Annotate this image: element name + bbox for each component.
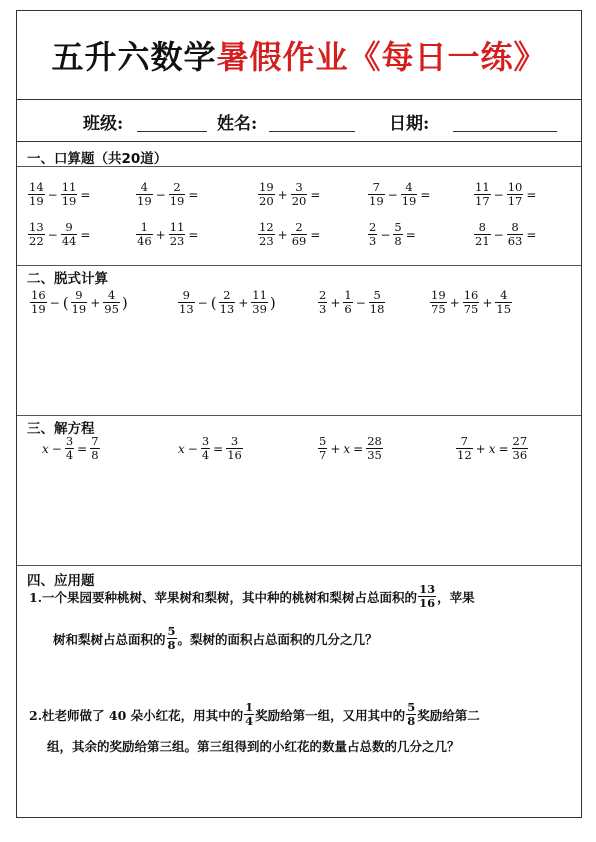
fraction: $\frac{2}{13}$ <box>219 288 235 316</box>
student-info-row <box>17 99 581 142</box>
date-blank[interactable] <box>453 131 557 132</box>
fraction: $\frac{19}{75}$ <box>431 288 446 316</box>
fraction: $\frac{1}{46}$ <box>137 220 152 248</box>
calc-problem-4: $\frac{19}{75}$ + $\frac{16}{75}$ + $\frac{4}{15}$ <box>431 288 512 316</box>
worksheet <box>16 10 582 818</box>
divider <box>17 166 581 167</box>
fraction: $\frac{28}{35}$ <box>367 434 382 462</box>
oral-problem: $\frac{8}{21}$ − $\frac{8}{63}$ = <box>475 220 537 248</box>
section-oral-title: 一、口算题（共20道） <box>27 151 168 167</box>
fraction: $\frac{2}{19}$ <box>169 180 185 208</box>
title-red-part: 暑假作业《每日一练》 <box>216 38 547 76</box>
oral-problem: $\frac{7}{19}$ − $\frac{4}{19}$ = <box>369 180 431 208</box>
fraction: $\frac{8}{21}$ <box>475 220 490 248</box>
name-blank[interactable] <box>269 131 355 132</box>
fraction: $\frac{9}{44}$ <box>61 220 77 248</box>
name-label: 姓名: <box>217 114 258 134</box>
calc-problem-2: $\frac{9}{13}$ − ( $\frac{2}{13}$ + $\frac{11}{39}$ ) <box>179 288 276 316</box>
equation-4: $\frac{7}{12}$ + x = $\frac{27}{36}$ <box>457 434 528 462</box>
fraction: $\frac{2}{3}$ <box>369 220 377 248</box>
oral-problem: $\frac{12}{23}$ + $\frac{2}{69}$ = <box>259 220 321 248</box>
fraction: $\frac{7}{12}$ <box>457 434 472 462</box>
fraction: $\frac{3}{20}$ <box>291 180 307 208</box>
fraction: $\frac{4}{19}$ <box>137 180 152 208</box>
word-problem-1-line-2: 树和梨树占总面积的 $\frac{5}{8}$ 。梨树的面积占总面积的几分之几？ <box>53 624 378 652</box>
fraction: $\frac{10}{17}$ <box>507 180 523 208</box>
fraction: $\frac{3}{4}$ <box>201 434 210 462</box>
fraction: $\frac{4}{95}$ <box>104 288 119 316</box>
page-title <box>51 32 546 78</box>
fraction: $\frac{2}{3}$ <box>319 288 327 316</box>
divider <box>17 265 581 266</box>
class-blank[interactable] <box>137 131 207 132</box>
fraction: $\frac{11}{19}$ <box>61 180 77 208</box>
fraction: $\frac{5}{8}$ <box>167 624 176 652</box>
fraction: $\frac{4}{15}$ <box>496 288 512 316</box>
oral-problem: $\frac{2}{3}$ − $\frac{5}{8}$ = <box>369 220 416 248</box>
oral-problem: $\frac{14}{19}$ − $\frac{11}{19}$ = <box>29 180 91 208</box>
word-problem-1-line-1: 1.一个果园要种桃树、苹果树和梨树，其中种的桃树和梨树占总面积的 $\frac{13}{16}$ ，苹果 <box>29 582 475 610</box>
divider <box>17 415 581 416</box>
fraction: $\frac{4}{19}$ <box>401 180 417 208</box>
fraction: $\frac{7}{19}$ <box>369 180 384 208</box>
fraction: $\frac{16}{75}$ <box>463 288 479 316</box>
fraction: $\frac{27}{36}$ <box>512 434 528 462</box>
fraction: $\frac{13}{16}$ <box>419 582 436 610</box>
calc-problem-1: $\frac{16}{19}$ − ( $\frac{9}{19}$ + $\frac{4}{95}$ ) <box>31 288 128 316</box>
fraction: $\frac{19}{20}$ <box>259 180 274 208</box>
fraction: $\frac{3}{16}$ <box>227 434 242 462</box>
equation-2: x − $\frac{3}{4}$ = $\frac{3}{16}$ <box>178 434 242 462</box>
fraction: $\frac{14}{19}$ <box>29 180 44 208</box>
oral-problem: $\frac{13}{22}$ − $\frac{9}{44}$ = <box>29 220 91 248</box>
section-application-title: 四、应用题 <box>27 573 95 589</box>
fraction: $\frac{2}{69}$ <box>291 220 307 248</box>
fraction: $\frac{11}{39}$ <box>252 288 267 316</box>
oral-problem: $\frac{1}{46}$ + $\frac{11}{23}$ = <box>137 220 199 248</box>
fraction: $\frac{8}{63}$ <box>507 220 523 248</box>
oral-problem: $\frac{19}{20}$ + $\frac{3}{20}$ = <box>259 180 321 208</box>
word-problem-2-line-2: 组，其余的奖励给第三组。第三组得到的小红花的数量占总数的几分之几？ <box>47 739 460 754</box>
calc-problem-3: $\frac{2}{3}$ + $\frac{1}{6}$ − $\frac{5}{18}$ <box>319 288 385 316</box>
fraction: $\frac{9}{13}$ <box>179 288 194 316</box>
class-label: 班级: <box>83 114 124 134</box>
divider <box>17 565 581 566</box>
word-problem-2-line-1: 2.杜老师做了 40 朵小红花，用其中的 $\frac{1}{4}$ 奖励给第一组，又用其中的 $\frac{5}{8}$ 奖励给第二 <box>29 700 480 728</box>
fraction: $\frac{5}{8}$ <box>407 700 416 728</box>
fraction: $\frac{11}{17}$ <box>475 180 490 208</box>
fraction: $\frac{5}{18}$ <box>369 288 385 316</box>
title-black-part: 五升六数学 <box>51 38 217 76</box>
fraction: $\frac{16}{19}$ <box>31 288 46 316</box>
oral-problem: $\frac{11}{17}$ − $\frac{10}{17}$ = <box>475 180 537 208</box>
date-label: 日期: <box>389 114 430 134</box>
fraction: $\frac{5}{8}$ <box>394 220 402 248</box>
oral-problem: $\frac{4}{19}$ − $\frac{2}{19}$ = <box>137 180 199 208</box>
section-equation-title: 三、解方程 <box>27 421 95 437</box>
section-calc-title: 二、脱式计算 <box>27 271 108 287</box>
fraction: $\frac{1}{6}$ <box>344 288 352 316</box>
fraction: $\frac{1}{4}$ <box>245 700 254 728</box>
fraction: $\frac{13}{22}$ <box>29 220 44 248</box>
title-box <box>17 11 581 100</box>
fraction: $\frac{12}{23}$ <box>259 220 274 248</box>
equation-3: $\frac{5}{7}$ + x = $\frac{28}{35}$ <box>319 434 382 462</box>
fraction: $\frac{9}{19}$ <box>71 288 87 316</box>
equation-1: x − $\frac{3}{4}$ = $\frac{7}{8}$ <box>42 434 99 462</box>
fraction: $\frac{5}{7}$ <box>319 434 327 462</box>
fraction: $\frac{7}{8}$ <box>91 434 99 462</box>
fraction: $\frac{11}{23}$ <box>169 220 185 248</box>
fraction: $\frac{3}{4}$ <box>65 434 74 462</box>
